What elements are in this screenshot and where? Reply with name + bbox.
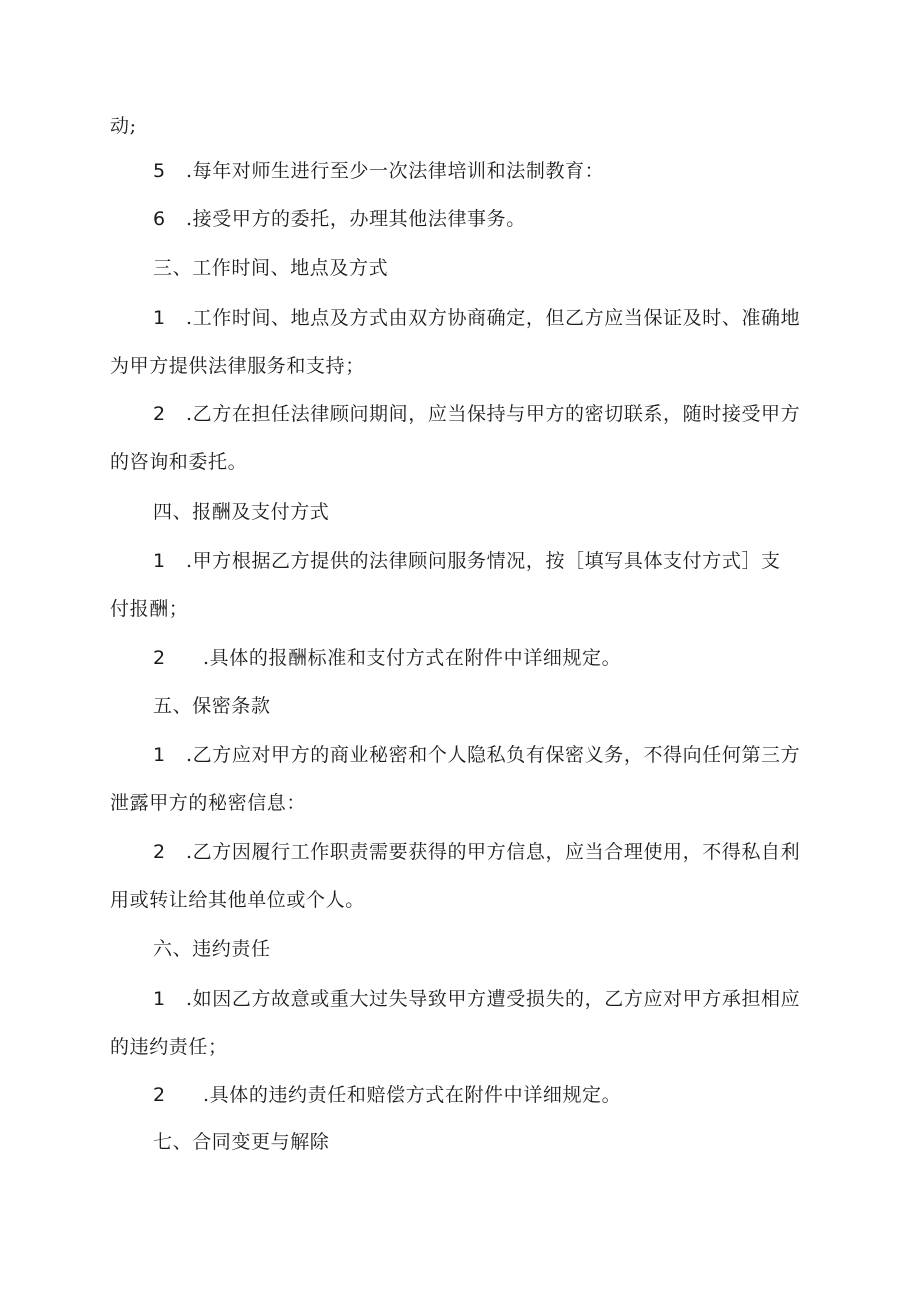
heading-text: 五、保密条款 [153,695,271,717]
item-text-continued: 的咨询和委托。 [110,451,248,473]
item-text-continued: 用或转让给其他单位或个人。 [110,889,365,911]
item-number: 2 [153,1084,166,1106]
item-number: 2 [153,403,166,425]
item-text: .乙方在担任法律顾问期间，应当保持与甲方的密切联系，随时接受甲方 [186,403,801,425]
item-text: .乙方应对甲方的商业秘密和个人隐私负有保密义务，不得向任何第三方 [186,744,801,766]
list-item [153,548,781,574]
item-text: .具体的违约责任和赔偿方式在附件中详细规定。 [203,1084,622,1106]
item-number: 5 [153,160,166,182]
item-text: .每年对师生进行至少一次法律培训和法制教育： [186,160,605,182]
item-text-continued: 泄露甲方的秘密信息： [110,792,307,814]
section-heading [153,1129,329,1155]
text-line [110,113,137,139]
list-item [153,839,800,865]
item-text: .接受甲方的委托，办理其他法律事务。 [186,208,526,230]
item-number: 1 [153,988,166,1010]
list-item [153,206,526,232]
item-text: .乙方因履行工作职责需要获得的甲方信息，应当合理使用，不得私自利 [186,841,801,863]
text-line [110,353,365,379]
item-text: .具体的报酬标准和支付方式在附件中详细规定。 [203,647,622,669]
section-heading [153,499,329,525]
text-fragment: 动; [110,115,137,137]
item-text: .甲方根据乙方提供的法律顾问服务情况，按［填写具体支付方式］支 [186,550,781,572]
item-text-continued: 付报酬； [110,598,189,620]
list-item [153,742,800,768]
item-number: 1 [153,744,166,766]
text-line [110,887,365,913]
item-number: 6 [153,208,166,230]
section-heading [153,255,388,281]
item-number: 1 [153,550,166,572]
item-text: .如因乙方故意或重大过失导致甲方遭受损失的，乙方应对甲方承担相应 [186,988,801,1010]
text-line [110,1034,228,1060]
text-line [110,790,306,816]
list-item [153,986,800,1012]
item-text: .工作时间、地点及方式由双方协商确定，但乙方应当保证及时、准确地 [186,307,801,329]
section-heading [153,693,271,719]
item-text-continued: 为甲方提供法律服务和支持； [110,355,365,377]
list-item [153,401,800,427]
list-item [153,158,604,184]
heading-text: 四、报酬及支付方式 [153,501,330,523]
item-number: 2 [153,647,166,669]
section-heading [153,936,271,962]
list-item [153,305,800,331]
text-line [110,596,188,622]
item-number: 2 [153,841,166,863]
item-text-continued: 的违约责任； [110,1036,228,1058]
item-number: 1 [153,307,166,329]
heading-text: 六、违约责任 [153,938,271,960]
list-item [153,1082,621,1108]
heading-text: 七、合同变更与解除 [153,1131,330,1153]
list-item [153,645,621,671]
heading-text: 三、工作时间、地点及方式 [153,257,389,279]
text-line [110,449,247,475]
